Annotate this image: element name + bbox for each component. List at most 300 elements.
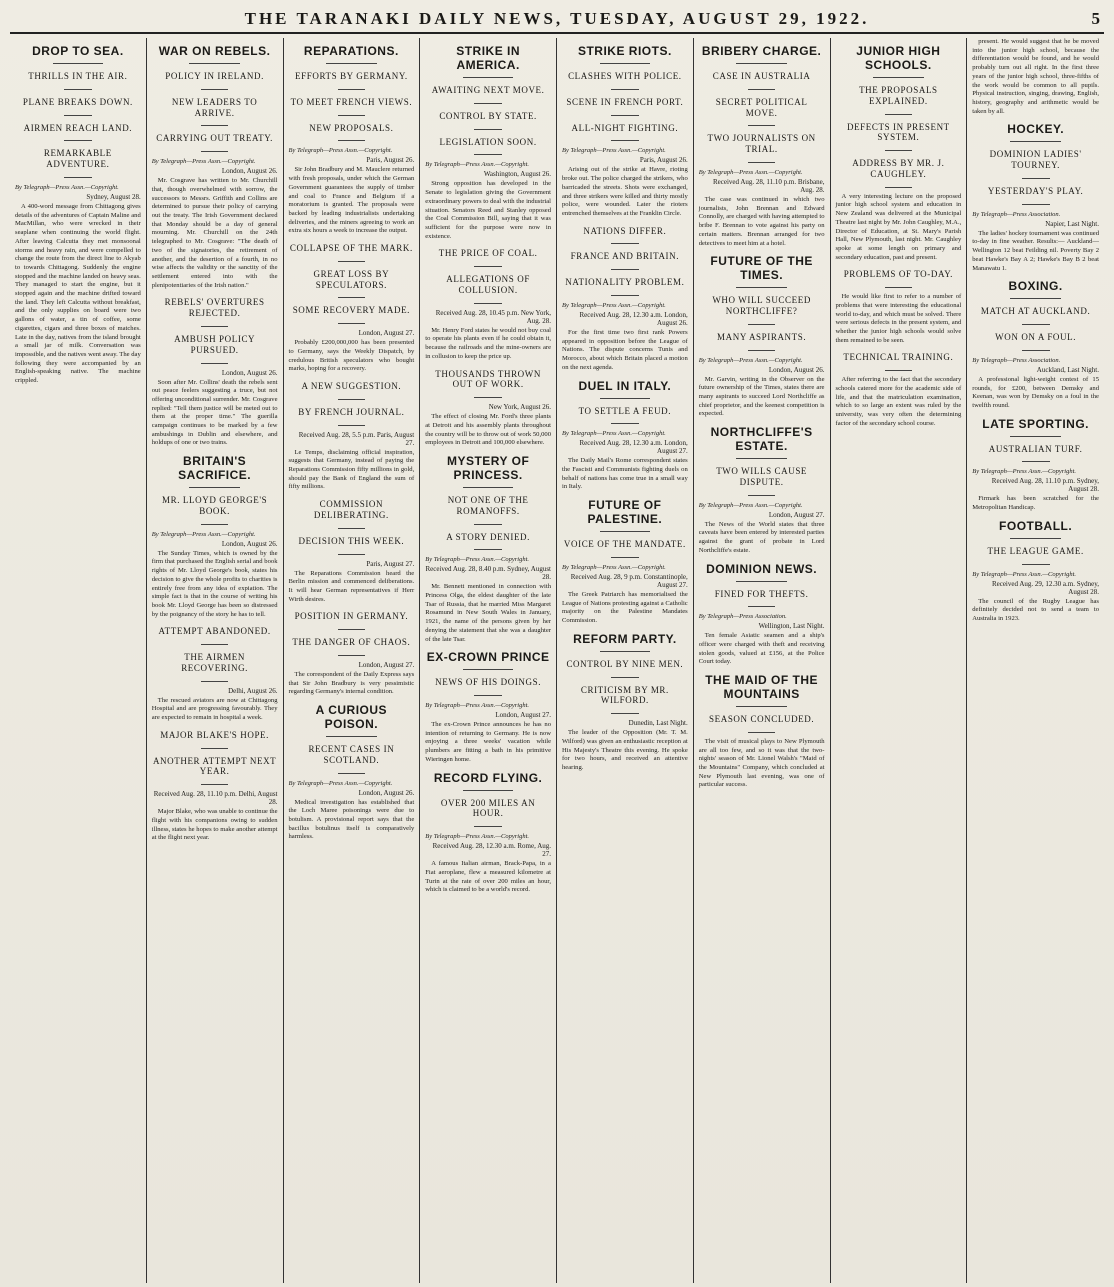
article-subheading: A NEW SUGGESTION. (301, 381, 402, 392)
subheading-rule (748, 606, 776, 607)
subheading-rule (611, 677, 639, 678)
article-subheading: MR. LLOYD GEORGE'S BOOK. (162, 495, 268, 516)
article-byline: By Telegraph—Press Assn.—Copyright. (425, 161, 530, 169)
article-dateline: Sydney, August 28. (86, 192, 141, 201)
article-body: The council of the Rugby League has definitely decided not to send a team to Australia in 1923. (972, 597, 1099, 623)
article-body: Mr. Cosgrave has written to Mr. Churchill that, though overwhelmed with sorrow, the successors to Messrs. Griffith and Collins are determined to pursue their policy of carrying out the treaty. The Irish Government declared that Monday should be a day of general mourning. Mr. Churchill on the 24th telegraphed to Mr. Cosgrave: "The death of two of the signatories, the retirement of another, and the desertion of a fourth, in no wise affects the validity or the sanctity of the settlement entered into with the plenipotentiaries of the Irish nation." (151, 177, 278, 289)
subheading-rule (611, 713, 639, 714)
article-byline: By Telegraph—Press Assn.—Copyright. (972, 570, 1077, 578)
article-subheading: TECHNICAL TRAINING. (843, 352, 954, 363)
article-body: Arising out of the strike at Havre, rioting broke out. The police charged the strikers, who barricaded the streets. Shots were exchanged, and three strikers were killed and thirty mostly police, were wounded. Later the rioters entrenched themselves at the Franklin Circle. (562, 166, 688, 217)
article-headline: STRIKE IN AMERICA. (456, 44, 521, 72)
article-body: A professional light-weight contest of 15 rounds, for £200, between Demsky and Keenan, was won by Demsky on a foul in the twelfth round. (972, 375, 1099, 409)
article-body: The News of the World states that three caveats have been entered by interested parties against the grant of probate in Lord Northcliffe's estate. (698, 520, 825, 554)
article-body: Firmark has been scratched for the Metropolitan Handicap. (972, 495, 1099, 512)
subheading-rule (338, 528, 366, 529)
subheading-rule (201, 151, 229, 152)
subheading-rule (201, 784, 229, 785)
headline-rule (463, 487, 513, 488)
article-subheading: THE PROPOSALS EXPLAINED. (859, 85, 938, 106)
headline-rule (463, 77, 513, 78)
news-article (425, 650, 551, 764)
subheading-rule (474, 103, 502, 104)
headline-rule (1010, 298, 1061, 299)
article-subheading: FRANCE AND BRITAIN. (570, 251, 680, 262)
article-subheading: POSITION IN GERMANY. (294, 611, 409, 622)
article-byline: By Telegraph—Press Assn.—Copyright. (562, 302, 666, 309)
article-body: He would like first to refer to a number of problems that were interesting the educational world to-day, and which must be solved. There were serious defects in the present system, and whether the junior high schools would solve them remained to be seen. (835, 293, 962, 344)
article-body: Strong opposition has developed in the Senate to legislation giving the Government extraordinary powers to deal with the industrial situation. Senators Reed and Stanley opposed the Coal Commission Bill, saying that it was sufficient for the purpose were now in existence. (425, 180, 551, 240)
article-subheading: DECISION THIS WEEK. (298, 535, 405, 546)
article-subheading: AUSTRALIAN TURF. (988, 443, 1083, 454)
news-column (557, 38, 694, 1283)
subheading-rule (885, 150, 913, 151)
article-subheading: WON ON A FOUL. (995, 332, 1077, 343)
article-dateline: London, August 27. (768, 510, 825, 519)
article-subheading: PROBLEMS OF TO-DAY. (843, 269, 954, 280)
article-headline: BOXING. (1008, 279, 1063, 294)
headline-rule (326, 63, 376, 64)
news-article (289, 243, 415, 374)
article-subheading: ATTEMPT ABANDONED. (158, 626, 271, 637)
article-subheading: NOT ONE OF THE ROMANOFFS. (447, 494, 529, 516)
subheading-rule (1022, 350, 1050, 351)
article-subheading: THE PRICE OF COAL. (438, 248, 538, 259)
news-article (425, 248, 551, 361)
news-article (289, 611, 415, 697)
article-subheading: NATIONS DIFFER. (583, 225, 667, 236)
news-column (147, 38, 284, 1283)
article-subheading: THE AIRMEN RECOVERING. (181, 652, 249, 673)
subheading-rule (474, 524, 502, 525)
headline-rule (736, 287, 786, 288)
news-article (289, 499, 415, 604)
article-subheading: A STORY DENIED. (446, 531, 530, 542)
article-body: A very interesting lecture on the proposed junior high school system and education in New Zealand was delivered at the Municipal Theatre last night by Mr. John Caughley, M.A., Director of Education, at St. Mary's Parish Hall, New Plymouth, last night. Mr. Caughley spoke at some length on primary and secondary education, past and present. (835, 192, 962, 261)
article-subheading: SEASON CONCLUDED. (709, 714, 815, 725)
article-subheading: POLICY IN IRELAND. (165, 71, 264, 81)
news-article (972, 279, 1099, 410)
article-subheading: GREAT LOSS BY SPECULATORS. (313, 268, 390, 290)
news-article (699, 673, 825, 790)
news-article (425, 771, 551, 895)
article-subheading: CRITICISM BY MR. WILFORD. (580, 684, 669, 706)
subheading-rule (885, 187, 913, 188)
article-subheading: CONTROL BY STATE. (439, 110, 537, 121)
article-subheading: WHO WILL SUCCEED NORTHCLIFFE? (712, 295, 811, 316)
news-column (10, 38, 147, 1283)
article-subheading: ANOTHER ATTEMPT NEXT YEAR. (152, 755, 277, 777)
article-body: The ladies' hockey tournament was continued to-day in fine weather. Results:— Auckland—Wellington 12 beat Feilding nil. Poverty Bay 2 beat Hawke's Bay A 2; Hawke's Bay B 2 beat Manawatu 1. (972, 229, 1099, 272)
article-subheading: TWO JOURNALISTS ON TRIAL. (707, 133, 816, 155)
subheading-rule (885, 370, 913, 371)
headline-rule (600, 531, 650, 532)
news-article (152, 454, 278, 619)
article-body: Soon after Mr. Collins' death the rebels sent out peace feelers suggesting a truce, but not offering unconditional surrender. Mr. Cosgrave replied: "Tell them justice will be meted out to them at the proper time." The guerilla campaign continues to be marked by a few ambushings in Dublin and elsewhere, and holdups of one or two trains. (151, 378, 278, 447)
article-headline: HOCKEY. (1007, 122, 1065, 137)
article-subheading: COMMISSION DELIBERATING. (313, 499, 389, 520)
headline-rule (600, 651, 650, 652)
article-dateline: London, August 26. (221, 167, 278, 176)
news-article (562, 226, 688, 373)
article-dateline: London, August 27. (358, 660, 415, 669)
news-column (284, 38, 421, 1283)
subheading-rule (201, 681, 229, 682)
subheading-rule (64, 177, 92, 178)
subheading-rule (611, 140, 639, 141)
news-article (699, 44, 825, 248)
subheading-rule (474, 154, 502, 155)
subheading-rule (338, 655, 366, 656)
article-dateline: London, August 26. (221, 539, 278, 548)
article-headline: BRITAIN'S SACRIFICE. (178, 454, 252, 483)
article-subheading: MAJOR BLAKE'S HOPE. (160, 729, 270, 740)
article-body: A 400-word message from Chittagong gives details of the adventures of Captain Maline and MacMillan, who were wrecked in their seaplane when continuing the world flight. After leaving Calcutta they met monsoonal storms and heavy rain, and were compelled to change the route from the direct line to Akyab to towards Chittagong. Suddenly the engine stopped and the machine landed on heavy seas. They managed to start the engine, but it stopped again and the machine drifted toward the land. They left Calcutta without breakfast, and the only supplies on board were two gallons of water, a tin of coffee, some cigarettes, cigars and three boxes of matches. Late in the day, natives from the island brought a small jar of milk. Conversation was impossible, and the natives went away. The day following they were accompanied by an English-speaking native. The machine crippled. (15, 202, 141, 385)
article-body: The visit of musical plays to New Plymouth are all too few, and so it was that the two-nights' season of Mr. Lionel Walsh's "Maid of the Mountains" Company, which concluded at New Plymouth last evening, was one of particular success. (698, 737, 825, 789)
article-dateline: Received Aug. 28, 11.10 p.m. Brisbane, Aug. 28. (712, 177, 825, 194)
article-subheading: DOMINION LADIES' TOURNEY. (989, 149, 1082, 171)
subheading-rule (338, 425, 366, 426)
article-subheading: THRILLS IN THE AIR. (28, 71, 128, 81)
subheading-rule (338, 89, 366, 90)
article-headline: NORTHCLIFFE'S ESTATE. (710, 425, 813, 454)
article-headline: EX-CROWN PRINCE (426, 650, 550, 665)
article-dateline: Received Aug. 29, 12.30 a.m. Sydney, August 28. (991, 579, 1099, 596)
article-headline: RECORD FLYING. (433, 770, 543, 785)
news-article (836, 269, 962, 345)
subheading-rule (338, 115, 366, 116)
news-article (289, 381, 415, 492)
article-headline: REPARATIONS. (303, 44, 399, 58)
article-body: The Greek Patriarch has memorialised the League of Nations protesting against a Catholic majority on the Palestine Mandates Commission. (562, 590, 688, 625)
article-body: The Reparations Commission heard the Berlin mission and commenced deliberations. It will hear German representatives if Herr Wirth desires. (288, 569, 415, 603)
article-subheading: BY FRENCH JOURNAL. (298, 406, 405, 417)
article-subheading: NEW LEADERS TO ARRIVE. (171, 96, 258, 118)
article-subheading: VOICE OF THE MANDATE. (563, 539, 686, 550)
article-byline: By Telegraph—Press Assn.—Copyright. (15, 183, 119, 191)
article-byline: By Telegraph—Press Assn.—Copyright. (698, 356, 803, 364)
article-body: Major Blake, who was unable to continue the flight with his companions owing to sudden illness, states he hopes to make another attempt at the flight next year. (151, 808, 278, 842)
subheading-rule (748, 495, 776, 496)
article-headline: REFORM PARTY. (573, 631, 677, 646)
headline-rule (873, 77, 923, 78)
subheading-rule (748, 89, 776, 90)
subheading-rule (474, 266, 502, 267)
subheading-rule (611, 269, 639, 270)
article-byline: By Telegraph—Press Assn.—Copyright. (562, 430, 666, 438)
newspaper-title: THE TARANAKI DAILY NEWS, TUESDAY, AUGUST 29, 1922. (244, 9, 870, 28)
subheading-rule (748, 162, 776, 163)
article-headline: A CURIOUS POISON. (315, 703, 388, 732)
article-body: After referring to the fact that the secondary schools catered more for the academic side of life, and that the matriculation examination, which to so large an extent was ruled by the university, was very often the determining factor of the secondary school course. (835, 376, 962, 427)
subheading-rule (474, 549, 502, 550)
news-article (972, 122, 1099, 273)
news-article (699, 425, 825, 555)
article-subheading: NEW PROPOSALS. (309, 122, 394, 133)
article-dateline: London, August 27. (495, 711, 551, 720)
subheading-rule (338, 773, 366, 774)
subheading-rule (885, 287, 913, 288)
subheading-rule (611, 295, 639, 296)
subheading-rule (748, 125, 776, 126)
subheading-rule (201, 748, 229, 749)
article-subheading: SOME RECOVERY MADE. (292, 305, 411, 316)
article-subheading: ALLEGATIONS OF COLLUSION. (446, 274, 530, 295)
subheading-rule (611, 115, 639, 116)
article-body: The leader of the Opposition (Mr. T. M. Wilford) was given an enthusiastic reception at His Majesty's Theatre this evening. He spoke for two hours, and received an attentive hearing. (562, 729, 688, 771)
subheading-rule (748, 350, 776, 351)
news-article (425, 454, 551, 644)
article-dateline: Dunedin, Last Night. (628, 719, 688, 728)
subheading-rule (201, 89, 229, 90)
article-headline: FUTURE OF PALESTINE. (587, 498, 663, 527)
article-subheading: YESTERDAY'S PLAY. (987, 185, 1084, 196)
article-headline: STRIKE RIOTS. (577, 44, 672, 58)
article-headline: JUNIOR HIGH SCHOOLS. (856, 44, 941, 72)
subheading-rule (474, 826, 502, 827)
subheading-rule (338, 140, 366, 141)
subheading-rule (201, 644, 229, 645)
article-body: For the first time two first rank Powers appeared in opposition before the League of Nations. The dispute concerns Tunis and Morocco, about which Britain placed a motion on the next agenda. (562, 329, 688, 371)
article-subheading: REMARKABLE ADVENTURE. (43, 148, 112, 170)
subheading-rule (201, 524, 229, 525)
article-byline: By Telegraph—Press Assn.—Copyright. (288, 147, 393, 155)
subheading-rule (1022, 564, 1050, 565)
headline-rule (1010, 436, 1061, 437)
news-column (420, 38, 557, 1283)
headline-rule (736, 458, 786, 459)
article-byline: By Telegraph—Press Assn.—Copyright. (698, 168, 803, 176)
subheading-rule (338, 261, 366, 262)
article-byline: By Telegraph—Press Assn.—Copyright. (151, 530, 256, 538)
subheading-rule (1022, 204, 1050, 205)
subheading-rule (201, 363, 229, 364)
article-subheading: TO SETTLE A FEUD. (578, 405, 672, 416)
subheading-rule (474, 695, 502, 696)
article-subheading: MATCH AT AUCKLAND. (980, 306, 1091, 317)
headline-rule (463, 790, 513, 791)
article-dateline: Washington, August 26. (483, 170, 551, 179)
article-headline: DROP TO SEA. (32, 44, 124, 58)
article-byline: By Telegraph—Press Assn.—Copyright. (151, 158, 256, 166)
news-article (289, 44, 415, 236)
news-article (562, 498, 688, 626)
article-subheading: CARRYING OUT TREATY. (156, 133, 273, 144)
article-subheading: EFFORTS BY GERMANY. (295, 71, 408, 81)
article-subheading: THE DANGER OF CHAOS. (292, 637, 411, 648)
news-columns (10, 38, 1104, 1283)
article-byline: By Telegraph—Press Assn.—Copyright. (425, 702, 530, 710)
article-byline: By Telegraph—Press Assn.—Copyright. (972, 468, 1077, 476)
subheading-rule (611, 89, 639, 90)
article-subheading: AIRMEN REACH LAND. (23, 122, 133, 133)
article-subheading: COLLAPSE OF THE MARK. (289, 243, 413, 254)
article-subheading: NEWS OF HIS DOINGS. (435, 677, 542, 688)
subheading-rule (1022, 178, 1050, 179)
article-subheading: FINED FOR THEFTS. (714, 588, 809, 599)
news-article (562, 632, 688, 773)
subheading-rule (1022, 461, 1050, 462)
article-dateline: Received Aug. 28, 8.40 p.m. Sydney, August 28. (425, 565, 551, 582)
headline-rule (736, 63, 786, 64)
masthead (10, 6, 1104, 34)
article-dateline: Received Aug. 28, 12.30 a.m. Rome, Aug. 27. (432, 842, 551, 859)
article-dateline: Wellington, Last Night. (758, 622, 825, 631)
article-dateline: Paris, August 27. (366, 559, 415, 568)
subheading-rule (748, 732, 776, 733)
article-byline: By Telegraph—Press Assn.—Copyright. (562, 147, 666, 155)
headline-rule (736, 706, 786, 707)
headline-rule (1010, 141, 1061, 142)
article-body: The ex-Crown Prince announces he has no intention of returning to Germany. He is now enjoying a three weeks' vacation while plumbers are fitting a bath in his primitive Wieringen home. (425, 721, 551, 763)
article-subheading: SECRET POLITICAL MOVE. (715, 96, 808, 118)
subheading-rule (64, 89, 92, 90)
news-article (972, 519, 1099, 624)
article-dateline: Auckland, Last Night. (1036, 365, 1099, 374)
headline-rule (189, 63, 239, 64)
article-subheading: ADDRESS BY MR. J. CAUGHLEY. (852, 158, 945, 179)
subheading-rule (338, 629, 366, 630)
subheading-rule (338, 297, 366, 298)
article-subheading: AMBUSH POLICY PURSUED. (174, 333, 256, 355)
headline-rule (736, 581, 786, 582)
page-number: 5 (1091, 9, 1100, 28)
article-subheading: CASE IN AUSTRALIA (712, 71, 811, 81)
article-dateline: Paris, August 26. (366, 156, 415, 165)
article-dateline: London, August 26. (358, 788, 415, 797)
article-body: The rescued aviators are now at Chittagong Hospital and are progressing favourably. They are expected to remain in hospital a week. (151, 696, 278, 722)
article-body: The correspondent of the Daily Express says that Sir John Bradbury is very pessimistic regarding Germany's internal condition. (288, 670, 415, 696)
article-headline: MYSTERY OF PRINCESS. (446, 453, 530, 482)
subheading-rule (611, 557, 639, 558)
article-subheading: LEGISLATION SOON. (439, 136, 537, 147)
article-headline: LATE SPORTING. (982, 416, 1090, 431)
article-dateline: Received Aug. 28, 5.5 p.m. Paris, August 27. (298, 430, 415, 447)
news-article (562, 379, 688, 493)
article-body: The effect of closing Mr. Ford's three plants at Detroit and his assembly plants throughout the country will be to throw out of work 50,000 employees in Detroit and 100,000 elsewhere. (425, 413, 551, 447)
article-body: Medical investigation has established that the Loch Maree poisonings were due to botulism. A provisional report says that the bacillus botulinus itself is comparatively harmless. (288, 798, 415, 841)
article-headline: BRIBERY CHARGE. (701, 44, 822, 58)
article-body: Probably £200,000,000 has been presented to Germany, says the Weekly Dispatch, by credulous British speculators who bought marks, hoping for a recovery. (288, 339, 415, 373)
article-subheading: CONTROL BY NINE MEN. (566, 658, 684, 669)
subheading-rule (338, 323, 366, 324)
subheading-rule (201, 125, 229, 126)
article-headline: DUEL IN ITALY. (578, 378, 672, 393)
article-headline: DOMINION NEWS. (706, 561, 818, 576)
headline-rule (1010, 538, 1061, 539)
article-body: The case was continued in which two journalists, John Brennan and Edward Connolly, are charged with having attempted to bribe F. Brennan to vote against his party on certain matters. Brennan arranged for two detectives to meet him at a hotel. (698, 195, 825, 247)
article-headline: FUTURE OF THE TIMES. (710, 254, 813, 283)
article-subheading: THOUSANDS THROWN OUT OF WORK. (435, 368, 541, 390)
article-dateline: London, August 26. (221, 368, 278, 377)
news-article (972, 417, 1099, 513)
article-subheading: TO MEET FRENCH VIEWS. (290, 96, 413, 107)
article-subheading: THE LEAGUE GAME. (987, 545, 1084, 556)
article-dateline: Napier, Last Night. (1045, 219, 1099, 228)
news-article (152, 44, 278, 290)
article-body: Ten female Asiatic seamen and a ship's officer were charged with theft and receiving stolen goods, valued at £156, at the Police Court today. (698, 632, 825, 666)
article-subheading: MANY ASPIRANTS. (717, 331, 807, 342)
news-article (289, 703, 415, 842)
article-headline: WAR ON REBELS. (158, 44, 271, 58)
article-subheading: TWO WILLS CAUSE DISPUTE. (716, 466, 808, 487)
article-dateline: Received Aug. 28, 9 p.m. Constantinople, August 27. (570, 572, 688, 589)
article-byline: By Telegraph—Press Assn.—Copyright. (425, 556, 530, 564)
article-dateline: Received Aug. 28, 11.10 p.m. Sydney, August 28. (991, 477, 1099, 494)
subheading-rule (474, 129, 502, 130)
article-byline: By Telegraph—Press Association. (698, 613, 787, 621)
article-dateline: Received Aug. 28, 12.30 a.m. London, August 27. (579, 439, 688, 456)
news-article (152, 730, 278, 843)
subheading-rule (64, 115, 92, 116)
subheading-rule (1022, 324, 1050, 325)
subheading-rule (338, 399, 366, 400)
article-dateline: Paris, August 26. (639, 156, 688, 165)
headline-rule (600, 63, 650, 64)
article-dateline: London, August 26. (768, 365, 825, 374)
article-byline: By Telegraph—Press Assn.—Copyright. (425, 833, 530, 841)
headline-rule (189, 487, 239, 488)
article-subheading: OVER 200 MILES AN HOUR. (440, 797, 536, 819)
news-article (836, 352, 962, 428)
subheading-rule (338, 554, 366, 555)
article-body: Mr. Henry Ford states he would not buy coal to operate his plants even if he could obtain it, because the railroads and the mine-owners are in collusion to keep the price up. (425, 326, 551, 360)
news-article (972, 38, 1099, 116)
news-article (425, 369, 551, 448)
subheading-rule (201, 326, 229, 327)
article-dateline: New York, August 26. (488, 403, 551, 412)
article-body: present. He would suggest that he be moved into the junior high school, because the differentiation would be found, and he would probably turn out all right. In the first three years of the junior high school, three-fifths of the work would be common to all pupils. Physical instruction, singing, drawing, English, history, geography and arithmetic would be taken by all. (972, 38, 1099, 115)
headline-rule (600, 398, 650, 399)
article-dateline: Delhi, August 26. (228, 686, 278, 695)
article-byline: By Telegraph—Press Assn.—Copyright. (562, 563, 666, 571)
news-article (562, 44, 688, 219)
subheading-rule (611, 243, 639, 244)
article-subheading: ALL-NIGHT FIGHTING. (571, 122, 679, 133)
news-article (425, 44, 551, 241)
subheading-rule (474, 397, 502, 398)
article-body: Le Temps, disclaiming official inspiration, suggests that Germany, instead of paying the Reparations Commission fifty millions in gold, should pay the Bank of England the sum of fifty millions. (288, 448, 415, 491)
headline-rule (326, 736, 376, 737)
article-headline: FOOTBALL. (999, 518, 1073, 533)
article-body: A famous Italian airman, Brack-Papa, in a Fiat aeroplane, flew a measured kilometre at Turin at the rate of over 200 miles an hour, which is claimed to be a world's record. (425, 860, 551, 894)
news-article (699, 254, 825, 419)
article-body: Sir John Bradbury and M. Mauclere returned with fresh proposals, under which the German Government guarantees the supply of timber and coal to France and Belgium if a moratorium is granted. The proposals were backed by leading industrialists undertaking deliveries, and the miners agreeing to work an extra six hours a week to increase the output. (288, 166, 415, 235)
news-column (831, 38, 968, 1283)
article-body: Mr. Bennett mentioned in connection with Princess Olga, the eldest daughter of the late Tsar of Russia, that he married Miss Margaret Rosamund in New South Wales in January, 1921, the name of the persons given by her denying the statement that she was a daughter of the late Tsar. (425, 583, 551, 643)
news-article (699, 562, 825, 668)
article-subheading: PLANE BREAKS DOWN. (22, 96, 133, 107)
subheading-rule (885, 114, 913, 115)
subheading-rule (64, 140, 92, 141)
news-column (967, 38, 1104, 1283)
article-body: The Sunday Times, which is owned by the firm that purchased the English serial and book rights of Mr. Lloyd George's book, states his decision to give the whole profits to charities is entirely free from any idea of expiation. The simple fact is that in the course of writing his book Mr. Lloyd George has been so distressed by the poignancy of the story he has to tell. (151, 549, 278, 618)
news-column (694, 38, 831, 1283)
subheading-rule (611, 423, 639, 424)
article-byline: By Telegraph—Press Association. (972, 356, 1061, 364)
subheading-rule (748, 324, 776, 325)
article-subheading: DEFECTS IN PRESENT SYSTEM. (846, 121, 950, 143)
headline-rule (53, 63, 103, 64)
headline-rule (463, 669, 513, 670)
subheading-rule (474, 303, 502, 304)
article-dateline: Received Aug. 28, 11.10 p.m. Delhi, August 28. (153, 790, 278, 807)
article-subheading: SCENE IN FRENCH PORT. (566, 96, 684, 107)
news-article (152, 626, 278, 723)
article-dateline: London, August 27. (358, 329, 415, 338)
article-byline: By Telegraph—Press Assn.—Copyright. (698, 501, 803, 509)
article-body: The Daily Mail's Rome correspondent states the Fascisti and Communists fighting duels on behalf of nations has come true in a small way in Italy. (562, 457, 688, 491)
